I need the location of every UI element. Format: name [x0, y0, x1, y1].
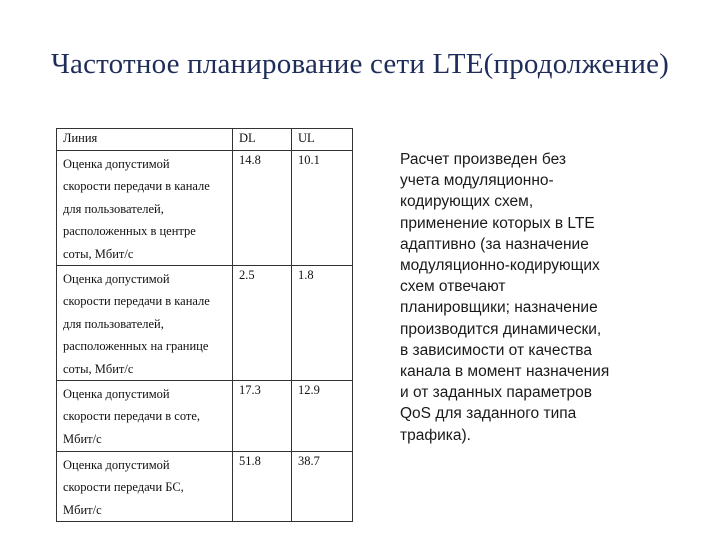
desc-line: Оценка допустимой: [63, 157, 170, 171]
desc-line: скорости передачи в канале: [63, 294, 210, 309]
note-line: схем отвечают: [400, 278, 506, 296]
ul-value: 38.7: [292, 452, 353, 522]
note-line: применение которых в LTE: [400, 214, 595, 232]
header-ul: UL: [292, 129, 353, 151]
table-row: [57, 452, 353, 522]
dl-value: 17.3: [233, 381, 292, 452]
dl-value: 14.8: [233, 151, 292, 266]
note-line: и от заданных параметров: [400, 384, 592, 402]
note-line: канала в момент назначения: [400, 363, 610, 381]
calculation-note: [400, 149, 672, 446]
table-header-row: [57, 129, 353, 151]
row-description: [57, 381, 233, 452]
header-line: Линия: [57, 129, 233, 151]
table-row: [57, 266, 353, 381]
row-description: [57, 452, 233, 522]
desc-line: скорости передачи в канале: [63, 179, 210, 194]
note-line: производится динамически,: [400, 320, 602, 338]
desc-line: расположенных на границе: [63, 339, 209, 354]
note-line: трафика).: [400, 426, 471, 444]
row-description: [57, 266, 233, 381]
note-line: модуляционно-кодирующих: [400, 257, 600, 275]
desc-line: скорости передачи БС,: [63, 480, 184, 495]
table-row: [57, 381, 353, 452]
ul-value: 1.8: [292, 266, 353, 381]
table-row: [57, 151, 353, 266]
note-line: адаптивно (за назначение: [400, 235, 589, 253]
desc-line: Мбит/с: [63, 431, 102, 446]
note-line: QoS для заданного типа: [400, 405, 577, 423]
note-line: учета модуляционно-: [400, 172, 554, 190]
dl-value: 51.8: [233, 452, 292, 522]
note-line: кодирующих схем,: [400, 193, 534, 211]
desc-line: Оценка допустимой: [63, 387, 170, 402]
note-line: планировщики; назначение: [400, 299, 598, 317]
rate-table: [56, 128, 353, 522]
note-line: в зависимости от качества: [400, 341, 592, 359]
desc-line: для пользователей,: [63, 201, 164, 216]
ul-value: 10.1: [292, 151, 353, 266]
dl-value: 2.5: [233, 266, 292, 381]
desc-line: Оценка допустимой: [63, 272, 170, 287]
ul-value: 12.9: [292, 381, 353, 452]
header-dl: DL: [233, 129, 292, 151]
desc-line: Оценка допустимой: [63, 458, 170, 473]
desc-line: для пользователей,: [63, 316, 164, 331]
desc-line: расположенных в центре: [63, 224, 196, 239]
desc-line: скорости передачи в соте,: [63, 409, 201, 424]
desc-line: Мбит/с: [63, 502, 102, 517]
desc-line: соты, Мбит/с: [63, 361, 134, 376]
desc-line: соты, Мбит/с: [63, 246, 134, 261]
note-line: Расчет произведен без: [400, 151, 566, 168]
row-description: [57, 151, 233, 266]
slide-title: Частотное планирование сети LTE(продолжение): [50, 48, 669, 80]
